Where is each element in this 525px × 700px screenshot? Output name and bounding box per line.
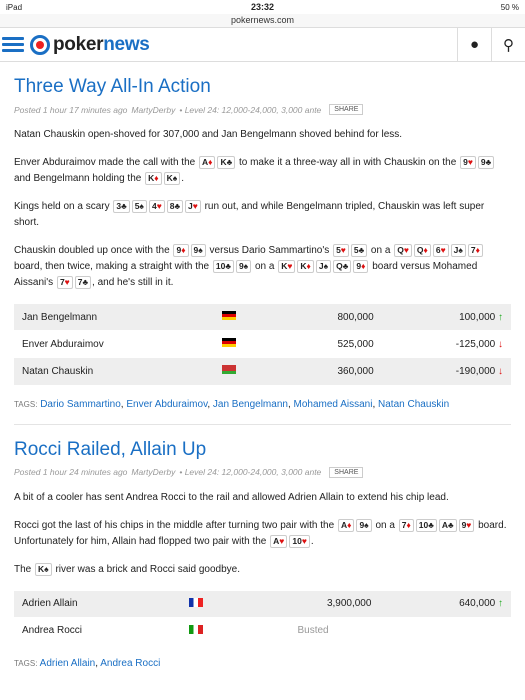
battery-label: 50 % xyxy=(500,2,519,12)
tag-link[interactable]: Adrien Allain xyxy=(39,658,96,669)
table-row: Andrea Rocci Busted xyxy=(14,617,511,644)
tag-link[interactable]: Jan Bengelmann xyxy=(212,398,288,410)
paragraph: Kings held on a scary 3♣ 5♠ 4♥ 8♣ J♥ run out, and while Bengelmann tripled, Chauskin was left super short. xyxy=(14,201,485,228)
article-meta: Posted 1 hour 17 minutes ago MartyDerby • Level 24: 12,000-24,000, 3,000 ante SHARE xyxy=(14,104,511,115)
paragraph: A bit of a cooler has sent Andrea Rocci to the rail and allowed Adrien Allain to extend his chip lead. xyxy=(14,491,449,503)
germany-flag-icon xyxy=(222,311,236,320)
tags: TAGS: Adrien Allain, Andrea Rocci xyxy=(14,658,161,669)
article-rocci-railed xyxy=(0,439,525,684)
status-bar xyxy=(0,0,525,14)
italy-flag-icon xyxy=(189,625,203,634)
clock: 23:32 xyxy=(250,2,275,12)
table-row: Jan Bengelmann 800,000 100,000 ↑ xyxy=(14,304,511,331)
pokernews-logo[interactable]: poker news xyxy=(30,34,150,56)
table-row: Adrien Allain 3,900,000 640,000 ↑ xyxy=(14,590,511,617)
share-button[interactable]: SHARE xyxy=(329,104,363,115)
tag-link[interactable]: Enver Abduraimov xyxy=(126,398,208,410)
germany-flag-icon xyxy=(222,338,236,347)
article-three-way xyxy=(0,76,525,425)
tag-link[interactable]: Mohamed Aissani xyxy=(293,398,373,410)
france-flag-icon xyxy=(189,598,203,607)
belarus-flag-icon xyxy=(222,365,236,374)
tag-link[interactable]: Dario Sammartino xyxy=(40,398,121,410)
paragraph: Enver Abduraimov made the call with the A♦ K♣ to make it a three-way all in with Chauskin on the 9♥ 9♣ and Bengelmann holding the K♦ K♠ . xyxy=(14,155,511,187)
article-meta: Posted 1 hour 24 minutes ago MartyDerby • Level 24: 12,000-24,000, 3,000 ante SHARE xyxy=(14,467,511,478)
table-row: Natan Chauskin 360,000 -190,000 ↓ xyxy=(14,358,511,385)
share-button[interactable]: SHARE xyxy=(329,467,363,478)
address-bar[interactable]: pokernews.com xyxy=(0,14,525,28)
tag-link[interactable]: Andrea Rocci xyxy=(100,658,161,669)
tag-link[interactable]: Natan Chauskin xyxy=(378,398,450,410)
site-header xyxy=(0,28,525,62)
menu-icon[interactable] xyxy=(0,34,24,55)
user-icon[interactable]: ● xyxy=(457,28,491,61)
table-row: Enver Abduraimov 525,000 -125,000 ↓ xyxy=(14,331,511,358)
paragraph: The K♠ river was a brick and Rocci said goodbye. xyxy=(14,563,240,575)
article-title[interactable]: Three Way All-In Action xyxy=(14,76,211,97)
paragraph: Natan Chauskin open-shoved for 307,000 and Jan Bengelmann shoved behind for less. xyxy=(14,129,403,140)
paragraph: Rocci got the last of his chips in the middle after turning two pair with the A♦ 9♠ on a 7♦ 10♣ A♣ 9♥ board. Unfortunately for him, Allain had flopped two pair with the A♥ 10♥ . xyxy=(14,519,507,547)
search-icon[interactable]: ⚲ xyxy=(491,28,525,61)
chip-counts-table xyxy=(14,303,511,385)
tags: TAGS: Dario Sammartino, Enver Abduraimov, Jan Bengelmann, Mohamed Aissani, Natan Chauskin xyxy=(14,399,511,425)
chip-counts-table xyxy=(14,590,511,645)
paragraph: Chauskin doubled up once with the 9♦ 9♠ versus Dario Sammartino's 5♥ 5♣ on a Q♥ Q♦ 6♥ J♠ 7♦ board, then twice, making a straight with the 10♣ 9♠ on a K♥ K♦ J♠ Q♣ 9♦ board versus Mohamed Aissani's 7♥ 7♣ , and he's still in it. xyxy=(14,243,511,291)
chip-icon xyxy=(30,35,50,55)
article-title[interactable]: Rocci Railed, Allain Up xyxy=(14,438,207,460)
device-label: iPad xyxy=(6,2,23,12)
